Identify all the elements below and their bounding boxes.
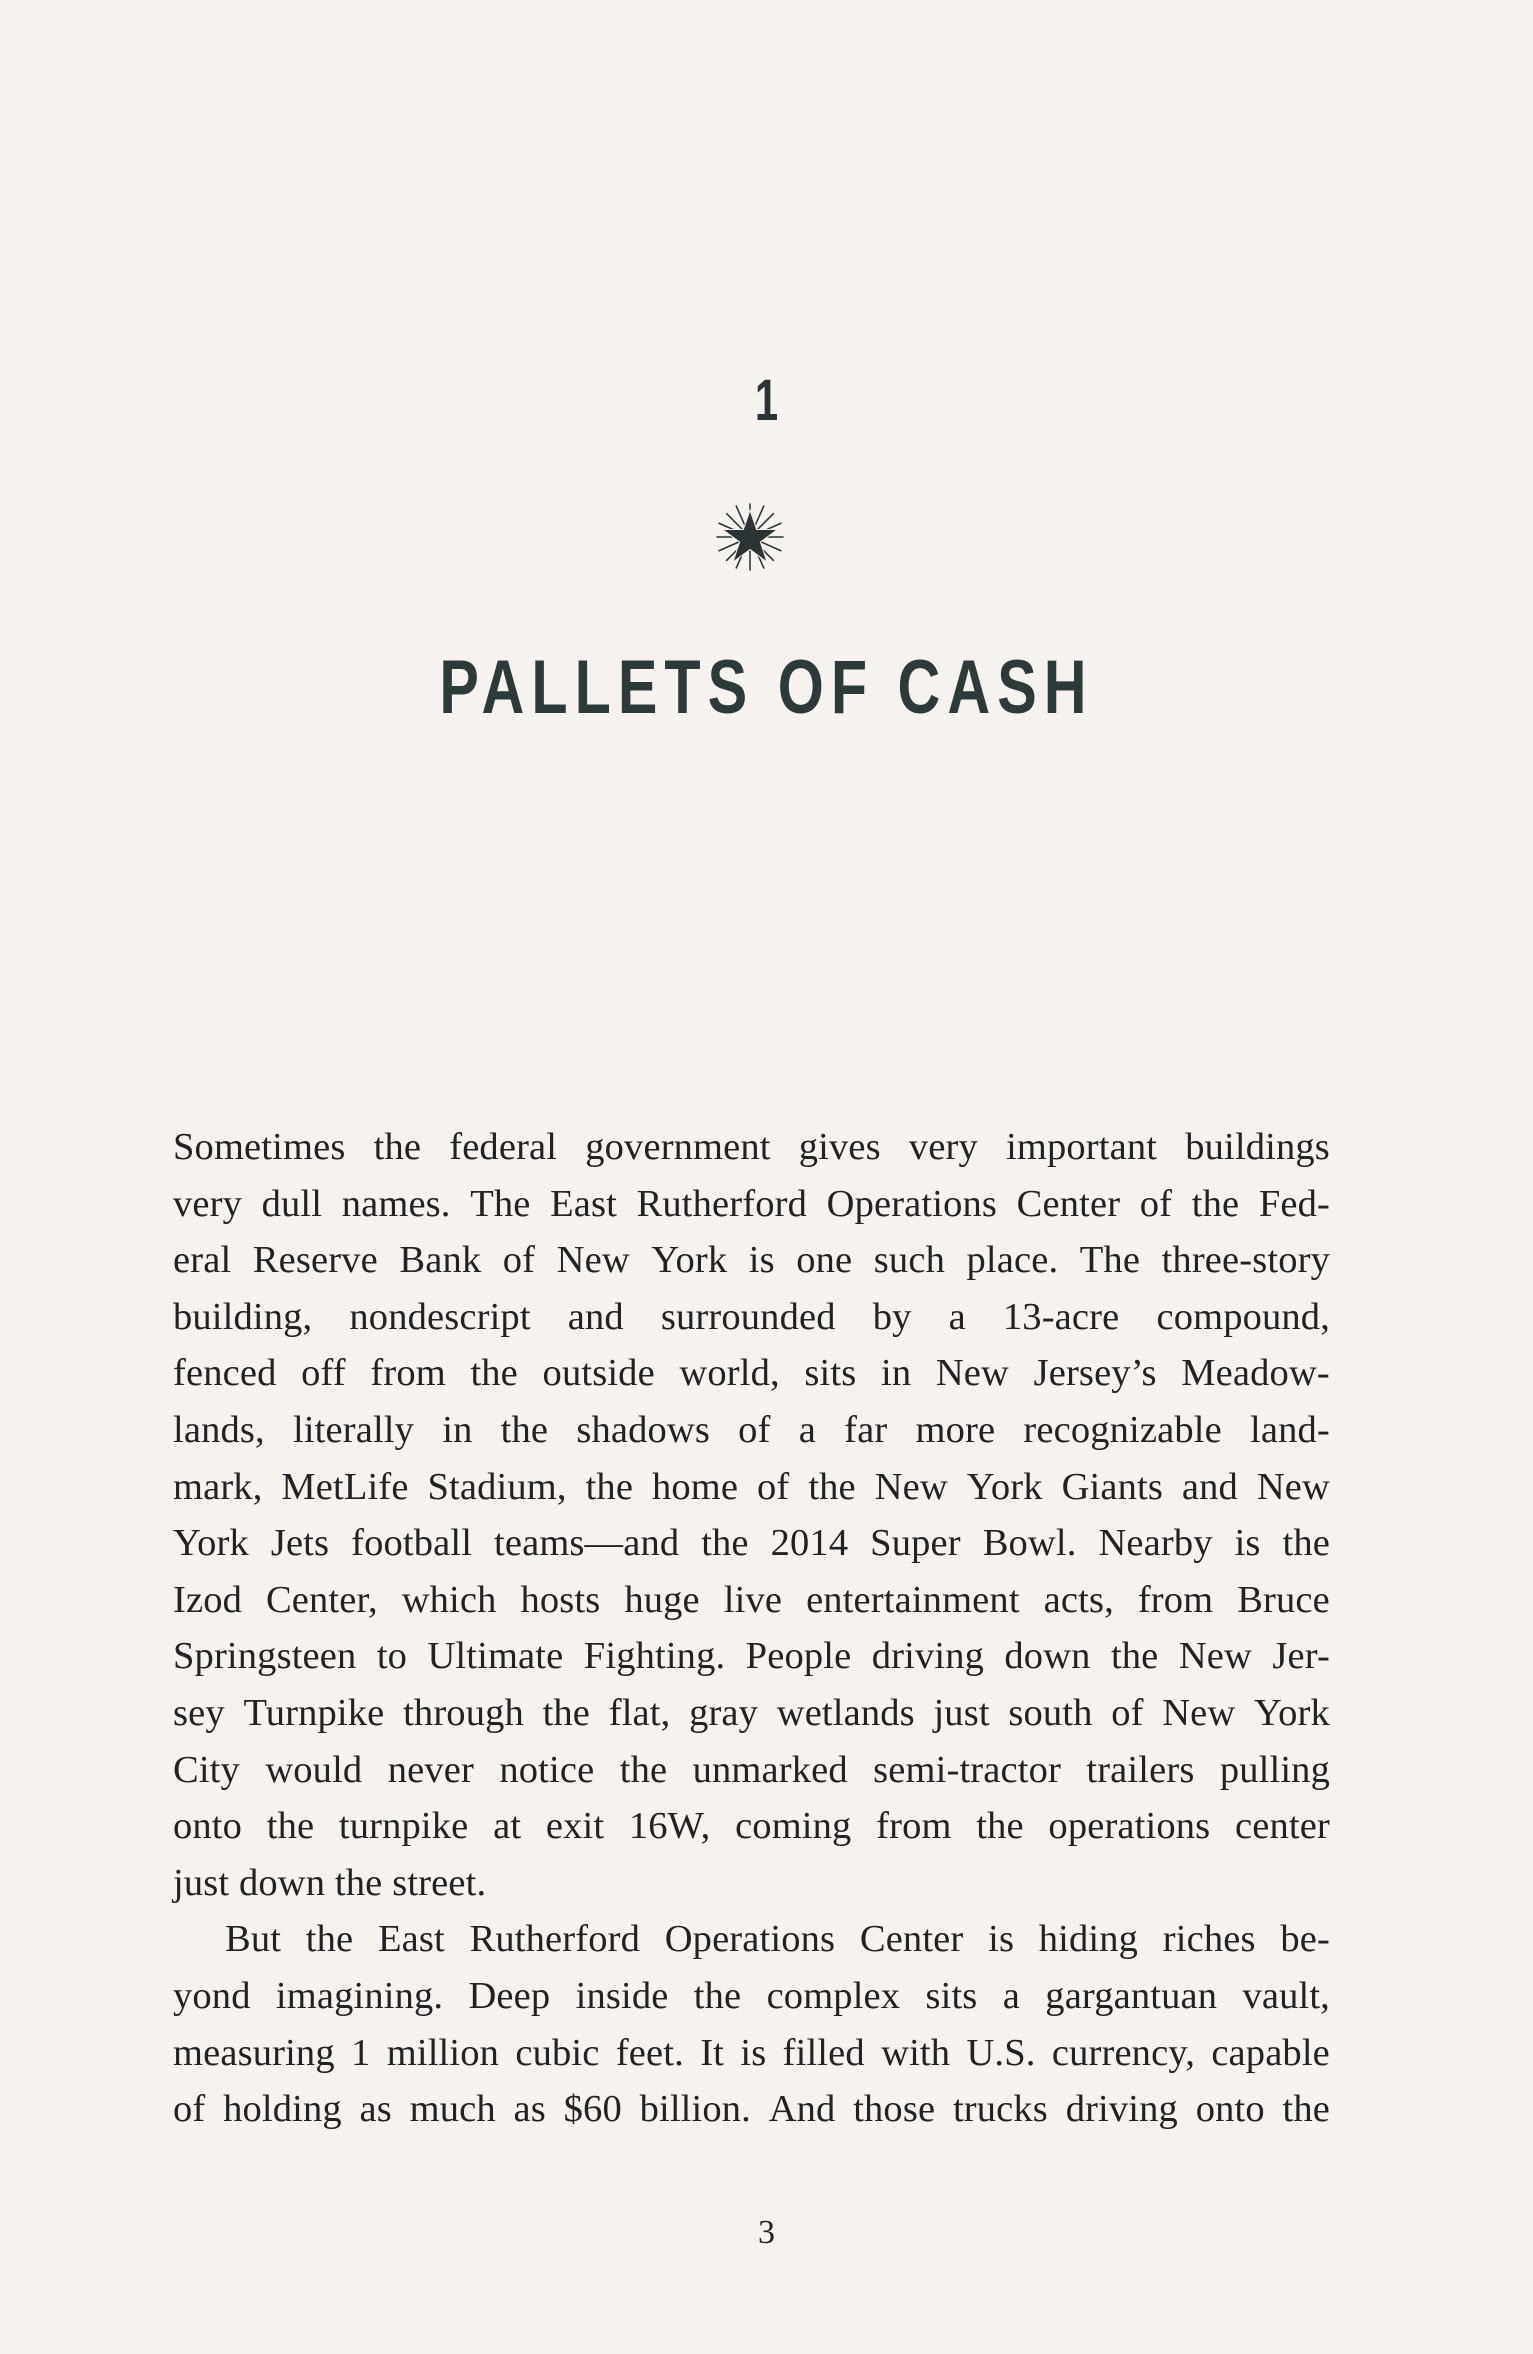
page-number: 3 — [758, 2214, 775, 2251]
text-line: lands, literally in the shadows of a far more recognizable land- — [173, 1408, 1330, 1451]
text-line: But the East Rutherford Operations Center is hiding riches be- — [225, 1918, 1330, 1961]
text-line: building, nondescript and surrounded by a 13-acre compound, — [173, 1295, 1330, 1338]
text-line: Sometimes the federal government gives very important buildings — [173, 1126, 1330, 1168]
text-line: fenced off from the outside world, sits in New Jersey’s Meadow- — [173, 1352, 1330, 1395]
text-line: of holding as much as $60 billion. And those trucks driving onto the — [173, 2088, 1330, 2131]
text-line: measuring 1 million cubic feet. It is filled with U.S. currency, capable — [173, 2031, 1330, 2074]
text-line: sey Turnpike through the flat, gray wetlands just south of New York — [173, 1691, 1330, 1734]
text-line: City would never notice the unmarked semi-tractor trailers pulling — [173, 1748, 1330, 1791]
paragraph — [173, 1119, 1330, 1911]
paragraph — [173, 1911, 1330, 2137]
text-line: onto the turnpike at exit 16W, coming from the operations center — [173, 1805, 1330, 1848]
text-line: eral Reserve Bank of New York is one such place. The three-story — [173, 1239, 1330, 1282]
text-line: mark, MetLife Stadium, the home of the New York Giants and New — [173, 1465, 1330, 1508]
text-line: York Jets football teams—and the 2014 Super Bowl. Nearby is the — [173, 1522, 1330, 1565]
body-text — [173, 1119, 1330, 2138]
text-line: Springsteen to Ultimate Fighting. People driving down the New Jer- — [173, 1635, 1330, 1678]
star-icon — [715, 502, 785, 572]
text-line: just down the street. — [173, 1861, 487, 1904]
chapter-number: 1 — [754, 368, 779, 433]
chapter-title: PALLETS OF CASH — [439, 645, 1094, 730]
text-line: very dull names. The East Rutherford Operations Center of the Fed- — [173, 1182, 1330, 1225]
text-line: yond imagining. Deep inside the complex sits a gargantuan vault, — [173, 1974, 1330, 2017]
text-line: Izod Center, which hosts huge live entertainment acts, from Bruce — [173, 1578, 1330, 1621]
